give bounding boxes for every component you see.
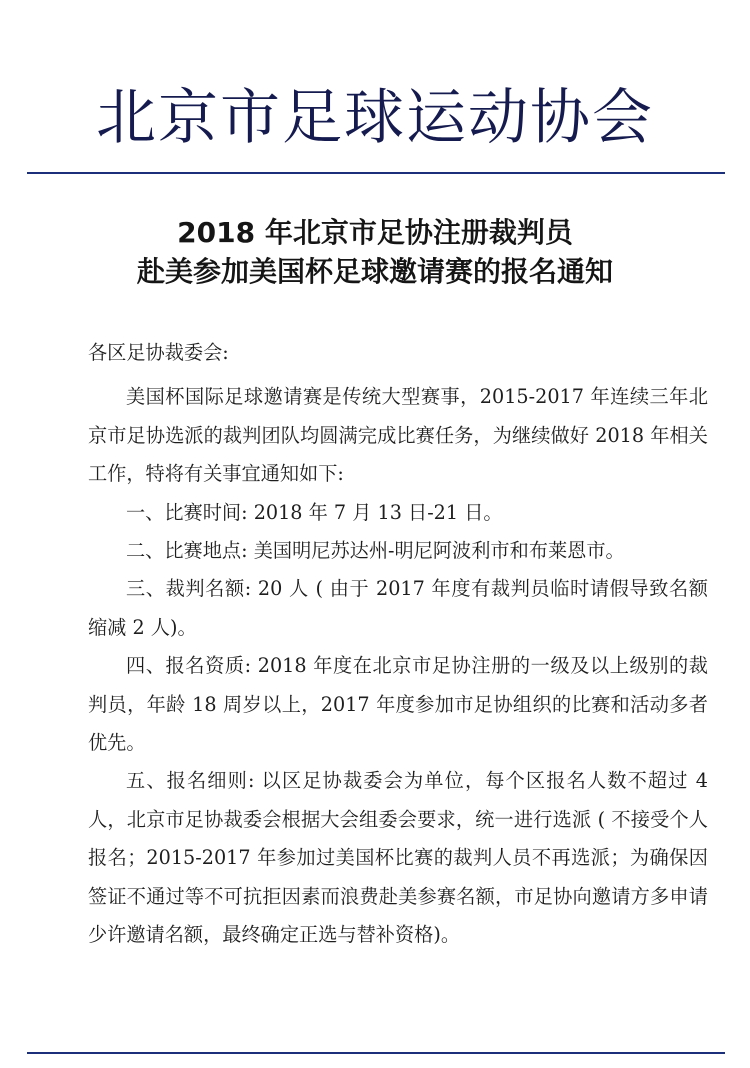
document-title-line-1: 2018 年北京市足协注册裁判员 bbox=[177, 216, 573, 249]
item-competition-location: 二、比赛地点: 美国明尼苏达州-明尼阿波利市和布莱恩市。 bbox=[126, 539, 625, 563]
item-registration-rules: 五、报名细则: 以区足协裁委会为单位，每个区报名人数不超过 4 人，北京市足协裁委会根据大会组委会要求，统一进行选派 ( 不接受个人报名；2015-2017 年参加过美国杯比赛的裁判人员不再选派；为确保因签证不通过等不可抗拒因素而浪费赴美参赛名额，市足协向邀请方多申请少许邀请名额，最终确定正选与替补资格)。 bbox=[88, 769, 708, 947]
footer-divider bbox=[27, 1052, 725, 1054]
item-competition-time: 一、比赛时间: 2018 年 7 月 13 日-21 日。 bbox=[126, 500, 503, 524]
document-title-line-2: 赴美参加美国杯足球邀请赛的报名通知 bbox=[136, 255, 613, 288]
salutation: 各区足协裁委会: bbox=[88, 341, 229, 364]
item-referee-quota: 三、裁判名额: 20 人 ( 由于 2017 年度有裁判员临时请假导致名额缩减 2 人)。 bbox=[88, 577, 708, 639]
letterhead-org-name: 北京市足球运动协会 bbox=[96, 83, 654, 153]
document-body bbox=[88, 334, 708, 955]
letterhead-divider bbox=[27, 172, 725, 174]
item-qualification: 四、报名资质: 2018 年度在北京市足协注册的一级及以上级别的裁判员，年龄 18 周岁以上，2017 年度参加市足协组织的比赛和活动多者优先。 bbox=[88, 654, 708, 755]
intro-paragraph: 美国杯国际足球邀请赛是传统大型赛事，2015-2017 年连续三年北京市足协选派的裁判团队均圆满完成比赛任务，为继续做好 2018 年相关工作，特将有关事宜通知如下: bbox=[88, 385, 708, 486]
